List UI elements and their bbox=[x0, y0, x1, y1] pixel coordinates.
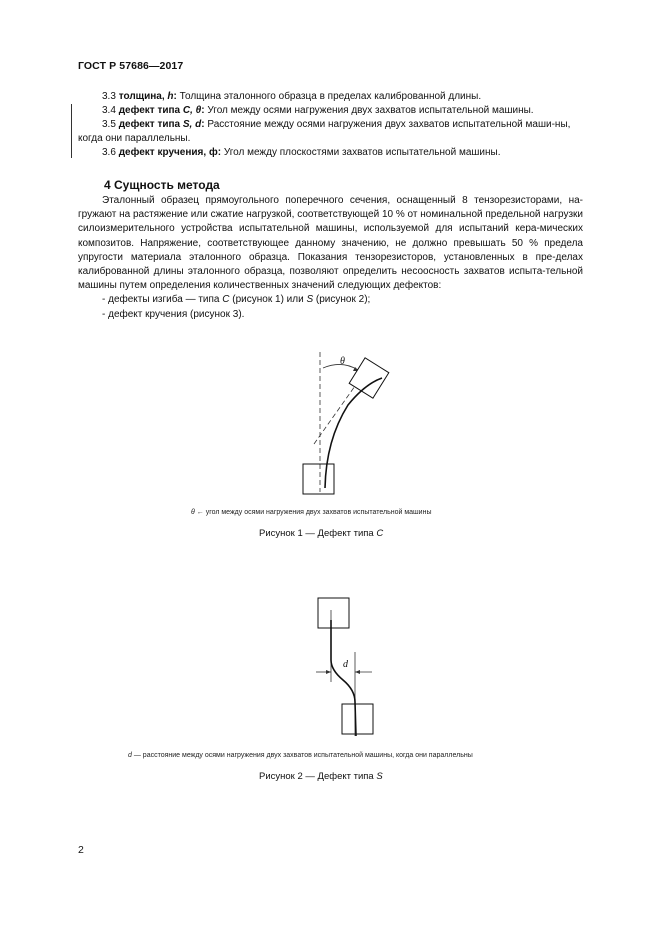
section-title: 4 Сущность метода bbox=[104, 178, 220, 192]
definition-3-5 bbox=[78, 118, 583, 146]
list-text: - дефекты изгиба — типа bbox=[102, 294, 223, 306]
legend-text: ← угол между осями нагружения двух захватов испытательной машины bbox=[194, 509, 432, 516]
dimension-arrow-left bbox=[326, 670, 331, 674]
definition-colon: : bbox=[201, 105, 205, 116]
angle-label: θ bbox=[340, 356, 345, 367]
figure-2-diagram bbox=[0, 590, 661, 750]
distance-label: d bbox=[343, 659, 348, 670]
definition-colon: : bbox=[201, 119, 205, 130]
list-item-bending bbox=[78, 293, 583, 307]
definition-text: Угол между плоскостями захватов испытательной машины. bbox=[221, 147, 501, 158]
definition-colon: : bbox=[173, 91, 177, 102]
caption-text: Рисунок 2 — Дефект типа bbox=[259, 771, 377, 782]
list-text: (рисунок 1) или bbox=[229, 294, 307, 306]
change-bar bbox=[71, 104, 72, 158]
definition-term: дефект типа bbox=[118, 105, 183, 116]
caption-type: С bbox=[376, 528, 384, 539]
definition-term: дефект кручения, bbox=[118, 147, 209, 158]
figure-2-legend bbox=[128, 752, 473, 759]
definition-3-6 bbox=[78, 146, 583, 160]
figure-1-caption bbox=[259, 528, 383, 539]
list-symbol: С bbox=[222, 294, 230, 306]
definition-3-4 bbox=[78, 104, 583, 118]
upper-grip bbox=[318, 598, 349, 628]
definition-text: Толщина эталонного образца в пределах калиброванной длины. bbox=[176, 91, 482, 102]
upper-grip-group bbox=[349, 358, 389, 398]
definition-number: 3.5 bbox=[102, 119, 116, 130]
definition-text: Расстояние между осями нагружения двух захватов испытательной маши-ны, когда они параллельны. bbox=[78, 119, 571, 144]
definition-symbol: ф bbox=[208, 147, 218, 158]
caption-type: S bbox=[376, 771, 383, 782]
method-paragraph: Эталонный образец прямоугольного поперечного сечения, оснащенный 8 тензорезисторами, на-гружают на растяжение или сжатие нагрузкой, соответствующей 10 % от номинальной предельной нагрузки силоизмерительного устройства испытательной машины, используемой для испытаний кера-мических композитов. Напряжение, соответствующее данному значению, не должно превышать 50 % предела упругости материала эталонного образца. Показания тензорезисторов, установленных в пре-делах калиброванной длины эталонного образца, позволяют определить несоосность захватов испыта-тельной машины путем определения количественных значений следующих дефектов: bbox=[78, 195, 583, 292]
upper-grip bbox=[349, 358, 389, 398]
standard-header: ГОСТ Р 57686—2017 bbox=[78, 60, 184, 72]
definition-number: 3.6 bbox=[102, 147, 116, 158]
lower-grip bbox=[342, 704, 373, 734]
definition-symbol: S, d bbox=[182, 119, 202, 130]
definition-text: Угол между осями нагружения двух захватов испытательной машины. bbox=[204, 105, 534, 116]
definition-term: дефект типа bbox=[118, 119, 183, 130]
legend-text: — расстояние между осями нагружения двух захватов испытательной машины, когда они параллельны bbox=[131, 752, 473, 759]
definition-number: 3.3 bbox=[102, 91, 116, 102]
caption-text: Рисунок 1 — Дефект типа bbox=[259, 528, 377, 539]
figure-1-diagram bbox=[0, 340, 661, 510]
definition-colon: : bbox=[217, 147, 222, 158]
legend-symbol: d bbox=[128, 752, 132, 759]
definition-term: толщина, bbox=[118, 91, 168, 102]
lower-grip bbox=[303, 464, 334, 494]
page-number: 2 bbox=[78, 844, 84, 856]
figure-1-legend bbox=[191, 509, 431, 516]
definition-3-3 bbox=[78, 90, 583, 104]
list-symbol: S bbox=[306, 294, 314, 306]
definitions-list bbox=[78, 90, 583, 160]
section-body bbox=[78, 194, 583, 322]
dimension-arrow-right bbox=[355, 670, 360, 674]
s-shaped-specimen bbox=[331, 620, 356, 736]
definition-symbol: С, θ bbox=[182, 105, 202, 116]
definition-number: 3.4 bbox=[102, 105, 116, 116]
definition-symbol: h bbox=[167, 91, 174, 102]
list-item-torsion: - дефект кручения (рисунок 3). bbox=[102, 308, 245, 320]
figure-2-caption bbox=[259, 771, 383, 782]
legend-symbol: θ bbox=[191, 509, 195, 516]
list-text: (рисунок 2); bbox=[313, 294, 371, 306]
